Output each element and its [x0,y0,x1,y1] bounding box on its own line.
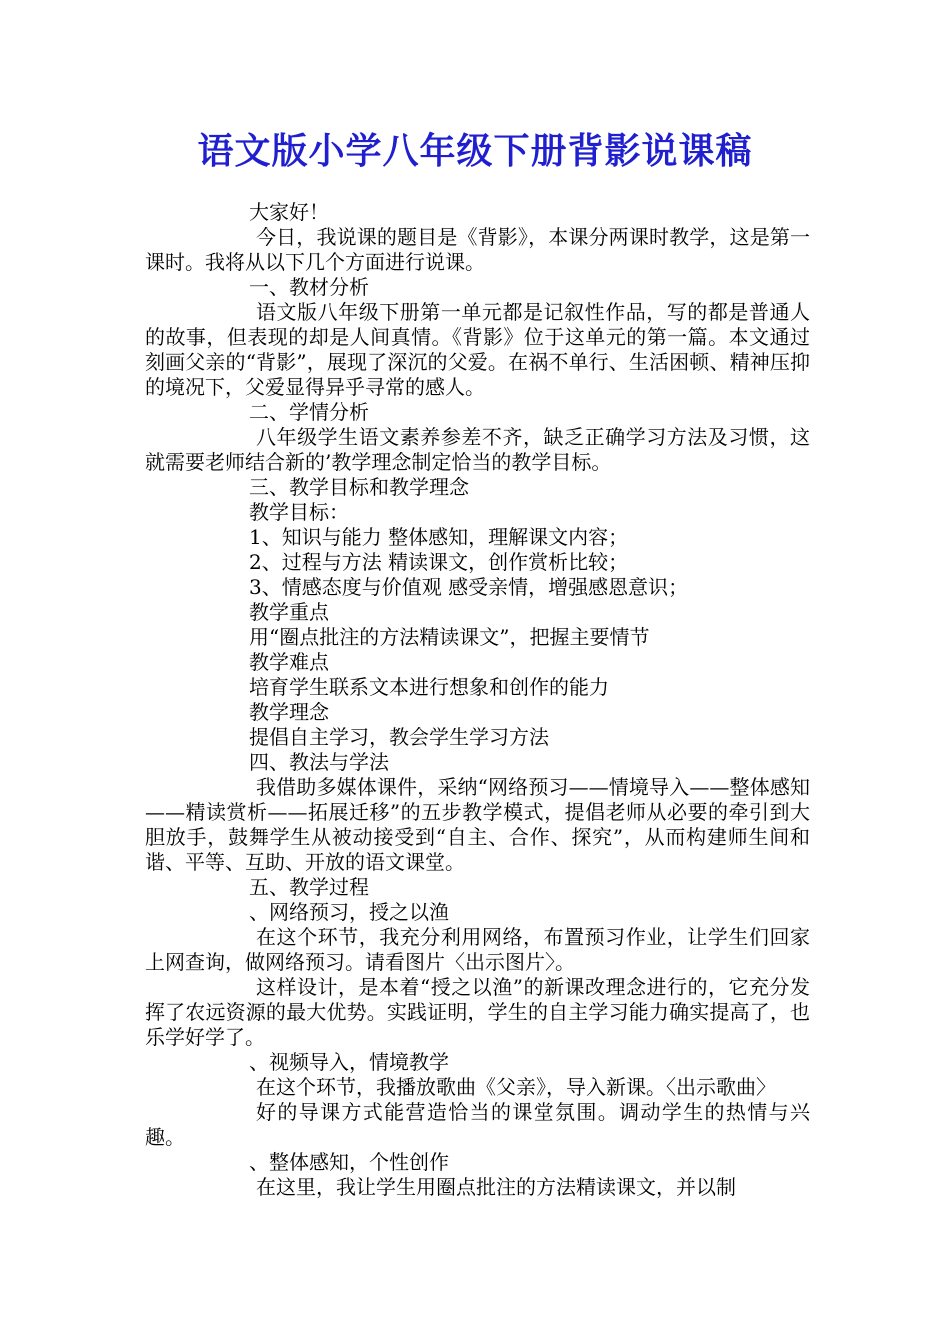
document-body [145,200,810,1200]
paragraph: 这样设计，是本着“授之以渔”的新课改理念进行的，它充分发挥了农远资源的最大优势。实践证明，学生的自主学习能力确实提高了，也乐学好学了。 [145,975,810,1049]
heading-line: 教学重点 [249,600,329,624]
paragraph: 在这里，我让学生用圈点批注的方法精读课文，并以制 [256,1175,736,1199]
heading-line: 1、知识与能力 整体感知，理解课文内容； [249,525,629,549]
document-title: 语文版小学八年级下册背影说课稿 [197,130,753,172]
heading-line: 、整体感知，个性创作 [249,1150,449,1174]
paragraph: 今日，我说课的题目是《背影》，本课分两课时教学，这是第一课时。我将从以下几个方面进行说课。 [145,225,810,274]
heading-line: 教学目标： [249,500,349,524]
heading-line: 一、教材分析 [249,275,369,299]
paragraph: 好的导课方式能营造恰当的课堂氛围。调动学生的热情与兴趣。 [145,1100,810,1149]
heading-line: 四、教法与学法 [249,750,389,774]
heading-line: 二、学情分析 [249,400,369,424]
heading-line: 用“圈点批注的方法精读课文”，把握主要情节 [249,625,650,649]
paragraph: 在这个环节，我充分利用网络，布置预习作业，让学生们回家上网查询，做网络预习。请看图片〈出示图片〉。 [145,925,810,974]
heading-line: 五、教学过程 [249,875,369,899]
heading-line: 教学理念 [249,700,329,724]
paragraph: 我借助多媒体课件，采纳“网络预习——情境导入——整体感知——精读赏析——拓展迁移”的五步教学模式，提倡老师从必要的牵引到大胆放手，鼓舞学生从被动接受到“自主、合作、探究”，从而构建师生间和谐、平等、互助、开放的语文课堂。 [145,775,810,874]
heading-line: 、视频导入，情境教学 [249,1050,449,1074]
heading-line: 提倡自主学习，教会学生学习方法 [249,725,549,749]
heading-line: 3、情感态度与价值观 感受亲情，增强感恩意识； [249,575,689,599]
heading-line: 、网络预习，授之以渔 [249,900,449,924]
heading-line: 教学难点 [249,650,329,674]
paragraph: 八年级学生语文素养参差不齐，缺乏正确学习方法及习惯，这就需要老师结合新的’教学理念制定恰当的教学目标。 [145,425,810,474]
paragraph: 语文版八年级下册第一单元都是记叙性作品，写的都是普通人的故事，但表现的却是人间真情。《背影》位于这单元的第一篇。本文通过刻画父亲的“背影”，展现了深沉的父爱。在祸不单行、生活困顿、精神压抑的境况下，父爱显得异乎寻常的感人。 [145,300,810,399]
heading-line: 培育学生联系文本进行想象和创作的能力 [249,675,609,699]
heading-line: 三、教学目标和教学理念 [249,475,469,499]
heading-line: 2、过程与方法 精读课文，创作赏析比较； [249,550,629,574]
paragraph: 在这个环节，我播放歌曲《父亲》，导入新课。〈出示歌曲〉 [256,1075,776,1099]
heading-line: 大家好！ [249,200,329,224]
